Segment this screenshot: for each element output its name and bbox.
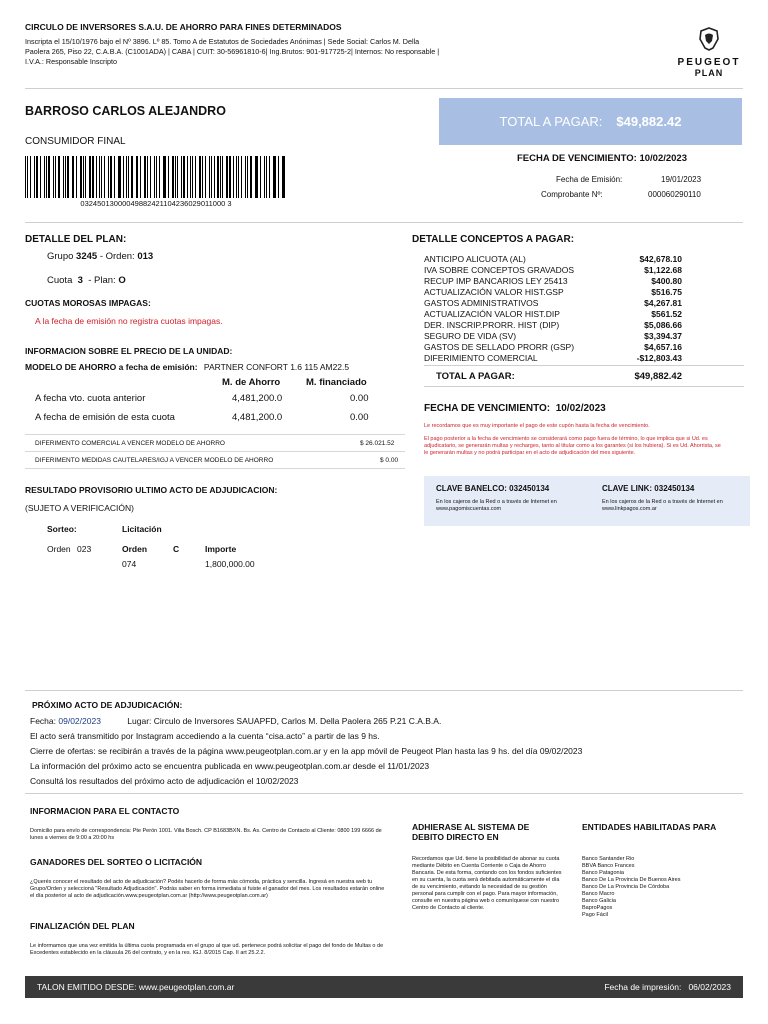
barcode-bar xyxy=(63,156,64,198)
bid-col-order: Orden xyxy=(122,544,148,554)
concept-label: ANTICIPO ALICUOTA (AL) xyxy=(424,254,526,264)
divider xyxy=(25,793,743,794)
concept-row xyxy=(424,287,682,298)
entities-title: ENTIDADES HABILITADAS PARA xyxy=(582,822,717,832)
concept-value: $5,086.66 xyxy=(644,320,682,330)
barcode-bar xyxy=(36,156,38,198)
contact-text: Domicilio para envío de correspondencia: Pte Perón 1001. Villa Bosch. CP B1683BXN. Bs. As. Centro de Contacto al Cliente: 0800 199 6666 de lunes a viernes de 9:00 a 20:00 hs xyxy=(30,828,382,841)
voucher-label: Comprobante Nº: xyxy=(541,190,603,199)
plan-title: DETALLE DEL PLAN: xyxy=(25,234,127,245)
barcode-bar xyxy=(96,156,97,198)
next-act-results: Consultá los resultados del próximo acto de adjudicación el 10/02/2023 xyxy=(30,776,299,786)
header-divider xyxy=(25,88,743,89)
barcode-bar xyxy=(274,156,275,198)
barcode-bar xyxy=(108,156,109,198)
concept-label: DIFERIMIENTO COMERCIAL xyxy=(424,353,538,363)
price-row-financiado: 0.00 xyxy=(350,393,369,404)
barcode-bar xyxy=(163,156,164,198)
concept-label: IVA SOBRE CONCEPTOS GRAVADOS xyxy=(424,265,575,275)
barcode-bar xyxy=(25,156,26,198)
next-act-info xyxy=(30,714,740,789)
barcode-bar xyxy=(175,156,176,198)
order-value: 013 xyxy=(137,251,154,262)
divider xyxy=(25,690,743,691)
barcode-bar xyxy=(282,156,283,198)
concept-value: -$12,803.43 xyxy=(636,353,682,363)
barcode-bar xyxy=(211,156,212,198)
concept-label: GASTOS ADMINISTRATIVOS xyxy=(424,298,539,308)
barcode-bar xyxy=(195,156,196,198)
barcode-bar xyxy=(187,156,188,198)
entity-item: Banco De La Provincia De Córdoba xyxy=(582,884,670,890)
next-act-offers: Cierre de ofertas: se recibirán a través de la página www.peugeotplan.com.ar y en la app móvil de Peugeot Plan hasta las 9 hs. del día 09/02/2023 xyxy=(30,746,583,756)
divider xyxy=(25,451,405,452)
print-date-label: Fecha de impresión: xyxy=(604,982,682,992)
barcode-bar xyxy=(76,156,77,198)
entity-item: Pago Fácil xyxy=(582,912,608,918)
due-date-top xyxy=(517,153,687,164)
barcode-bar xyxy=(183,156,184,198)
deferral-label: DIFERIMENTO MEDIDAS CAUTELARES/IGJ A VENCER MODELO DE AHORRO xyxy=(35,457,274,464)
overdue-text: A la fecha de emisión no registra cuotas impagas. xyxy=(35,316,223,326)
barcode-bar xyxy=(278,156,279,198)
next-act-stream: El acto será transmitido por Instagram accediendo a la cuenta “cisa.acto” a partir de las 9 hs. xyxy=(30,731,380,741)
emission-value: 19/01/2023 xyxy=(661,175,702,184)
payment-keys-box xyxy=(424,476,750,526)
barcode-bar xyxy=(209,156,210,198)
barcode-bar xyxy=(147,156,148,198)
barcode-bar xyxy=(55,156,56,198)
entity-item: Banco Macro xyxy=(582,891,615,897)
quota-plan-line xyxy=(47,275,126,286)
barcode-bar xyxy=(80,156,81,198)
entity-item: Banco Santander Rio xyxy=(582,856,635,862)
concept-label: ACTUALIZACIÓN VALOR HIST.DIP xyxy=(424,309,560,319)
barcode-bar xyxy=(199,156,201,198)
barcode-bar xyxy=(236,156,237,198)
barcode-bar xyxy=(140,156,141,198)
barcode-bar xyxy=(67,156,68,198)
emission-label: Fecha de Emisión: xyxy=(556,175,623,184)
concept-value: $3,394.37 xyxy=(644,331,682,341)
bid-order-value: 074 xyxy=(122,559,137,569)
next-act-title: PRÓXIMO ACTO DE ADJUDICACIÓN: xyxy=(32,700,183,710)
price-row-ahorro: 4,481,200.0 xyxy=(232,393,283,404)
concept-row xyxy=(424,298,682,309)
barcode-bar xyxy=(264,156,265,198)
contact-title: INFORMACION PARA EL CONTACTO xyxy=(30,806,180,816)
total-label: TOTAL A PAGAR: xyxy=(499,114,603,129)
draw-order-value: 023 xyxy=(77,544,92,554)
plan-end-text: Le informamos que una vez emitida la última cuota programada en el grupo al que ud. pertenece podrá solicitar el pago del fondo de Multas o de Excedentes establecido en la cláusula 26 del contrato, y en la res. IGJ. 8/2015 Cap. II art 25.2.2. xyxy=(30,943,384,956)
barcode-bar xyxy=(238,156,239,198)
concepts-title: DETALLE CONCEPTOS A PAGAR: xyxy=(412,234,575,245)
barcode-bar xyxy=(92,156,93,198)
next-act-date-label: Fecha: xyxy=(30,716,56,726)
barcode-bar xyxy=(269,156,270,198)
barcode-bar xyxy=(256,156,258,198)
concept-row xyxy=(424,320,682,331)
due-date-mid xyxy=(424,403,606,414)
barcode-bar xyxy=(114,156,115,198)
footer-bar xyxy=(25,976,743,998)
concepts-list xyxy=(424,254,682,364)
barcode-bar xyxy=(266,156,267,198)
barcode-bar xyxy=(226,156,228,198)
divider xyxy=(25,434,405,435)
barcode-bar xyxy=(65,156,66,198)
next-act-place: Lugar: Circulo de Inversores SAUAPFD, Carlos M. Della Paolera 265 P.21 C.A.B.A. xyxy=(127,716,442,726)
footer-issued-from: TALON EMITIDO DESDE: www.peugeotplan.com.ar xyxy=(37,982,235,992)
barcode-bar xyxy=(260,156,261,198)
logo-sub: PLAN xyxy=(694,68,724,78)
company-name: CIRCULO DE INVERSORES S.A.U. DE AHORRO PARA FINES DETERMINADOS xyxy=(25,22,342,32)
barcode-bar xyxy=(104,156,105,198)
barcode-bar xyxy=(119,156,120,198)
next-act-publication: La información del próximo acto se encuentra publicada en www.peugeotplan.com.ar desde el 11/01/2023 xyxy=(30,761,430,771)
concept-row xyxy=(424,309,682,320)
barcode-bar xyxy=(73,156,74,198)
barcode-bar xyxy=(214,156,215,198)
winners-title: GANADORES DEL SORTEO O LICITACIÓN xyxy=(30,857,203,867)
concept-value: $4,657.16 xyxy=(644,342,682,352)
barcode-bar xyxy=(53,156,54,198)
bid-label: Licitación xyxy=(122,524,162,534)
reminder-text: Le recordamos que es muy importante el pago de este cupón hasta la fecha de vencimiento. xyxy=(424,423,650,429)
link-key xyxy=(602,484,752,513)
concept-value: $1,122.68 xyxy=(644,265,682,275)
concept-label: DER. INSCRIP.PRORR. HIST (DIP) xyxy=(424,320,560,330)
concept-label: GASTOS DE SELLADO PRORR (GSP) xyxy=(424,342,575,352)
concepts-total xyxy=(424,365,744,387)
late-payment-notice: El pago posterior a la fecha de vencimiento se considerará como pago fuera de término, lo que implica que si Ud. es adjudicatario, se generarán multas y recharges, tanto al titular como a los garantes (si los hubiera). Si es Ud. Ahorrista, se le generarán multas y no podrá participar en el acto de adjudicación del mes siguiente. xyxy=(424,436,721,456)
deferral-value: $ 0.00 xyxy=(380,457,399,464)
entities-list xyxy=(582,856,742,919)
deferral-label: DIFERIMENTO COMERCIAL A VENCER MODELO DE AHORRO xyxy=(35,440,225,447)
barcode-bar xyxy=(202,156,203,198)
section-divider xyxy=(25,222,743,223)
barcode-bar xyxy=(44,156,45,198)
barcode-bar xyxy=(137,156,138,198)
due-label: FECHA DE VENCIMIENTO: xyxy=(424,403,551,414)
bid-amount-value: 1,800,000.00 xyxy=(205,559,255,569)
group-value: 3245 xyxy=(76,251,98,262)
concept-row xyxy=(424,353,682,364)
barcode-bar xyxy=(181,156,182,198)
barcode-bar xyxy=(89,156,91,198)
entity-item: BaproPagos xyxy=(582,905,613,911)
barcode-bar xyxy=(247,156,248,198)
order-label: - Orden: xyxy=(99,251,135,262)
barcode-bar xyxy=(128,156,129,198)
price-row-label: A fecha vto. cuota anterior xyxy=(35,393,146,404)
col-financiado: M. financiado xyxy=(306,377,367,388)
customer-name: BARROSO CARLOS ALEJANDRO xyxy=(25,104,226,118)
barcode-bar xyxy=(27,156,28,198)
entity-item: Banco De La Provincia De Buenos Aires xyxy=(582,877,681,883)
due-value: 10/02/2023 xyxy=(639,153,687,164)
barcode-bar xyxy=(255,156,256,198)
barcode-bar xyxy=(222,156,223,198)
entity-item: Banco Galicia xyxy=(582,898,616,904)
concept-row xyxy=(424,265,682,276)
banelco-text: En los cajeros de la Red o a través de Internet en www.pagomiscuentas.com xyxy=(436,499,557,512)
total-box xyxy=(439,98,742,145)
due-label: FECHA DE VENCIMIENTO: xyxy=(517,153,637,164)
barcode-bar xyxy=(46,156,47,198)
barcode-bar xyxy=(217,156,218,198)
barcode-bar xyxy=(85,156,86,198)
price-row-financiado: 0.00 xyxy=(350,412,369,423)
print-date-value: 06/02/2023 xyxy=(688,982,731,992)
barcode-bar xyxy=(118,156,119,198)
barcode-bar xyxy=(172,156,174,198)
plan-end-title: FINALIZACIÓN DEL PLAN xyxy=(30,921,135,931)
concept-value: $4,267.81 xyxy=(644,298,682,308)
barcode-bar xyxy=(30,156,31,198)
barcode-bar xyxy=(58,156,60,198)
model-value: PARTNER CONFORT 1.6 115 AM22.5 xyxy=(203,362,350,372)
next-act-date-line xyxy=(30,714,740,729)
barcode-bar xyxy=(192,156,193,198)
link-text: En los cajeros de la Red o a través de Internet en www.linkpagos.com.ar xyxy=(602,499,723,512)
barcode-bar xyxy=(34,156,35,198)
next-act-date-value: 09/02/2023 xyxy=(58,716,101,726)
due-value: 10/02/2023 xyxy=(555,403,606,414)
footer-print-date xyxy=(604,982,731,992)
price-row-label: A fecha de emisión de esta cuota xyxy=(35,412,175,423)
barcode-bar xyxy=(101,156,102,198)
barcode-bar xyxy=(273,156,274,198)
barcode-bar xyxy=(156,156,157,198)
barcode xyxy=(25,156,287,198)
logo-brand: PEUGEOT xyxy=(677,57,741,68)
concept-label: ACTUALIZACIÓN VALOR HIST.GSP xyxy=(424,287,564,297)
barcode-bar xyxy=(131,156,132,198)
customer-type: CONSUMIDOR FINAL xyxy=(25,136,126,147)
concepts-total-value: $49,882.42 xyxy=(634,370,682,382)
group-label: Grupo xyxy=(47,251,74,262)
barcode-bar xyxy=(220,156,221,198)
barcode-bar xyxy=(154,156,155,198)
barcode-bar xyxy=(126,156,127,198)
link-label: CLAVE LINK: 032450134 xyxy=(602,484,695,493)
quota-label: Cuota xyxy=(47,275,73,286)
concept-label: SEGURO DE VIDA (SV) xyxy=(424,331,517,341)
barcode-bar xyxy=(123,156,124,198)
result-subtitle: (SUJETO A VERIFICACIÓN) xyxy=(25,503,134,513)
concept-value: $42,678.10 xyxy=(639,254,682,264)
barcode-bar xyxy=(136,156,137,198)
concept-row xyxy=(424,276,682,287)
lion-icon xyxy=(695,26,723,52)
barcode-bar xyxy=(110,156,112,198)
barcode-number: 03245013000049882421104236029011000 3 xyxy=(80,199,232,208)
debit-title: ADHIERASE AL SISTEMA DE DEBITO DIRECTO EN xyxy=(412,822,530,842)
barcode-bar xyxy=(283,156,284,198)
barcode-bar xyxy=(83,156,84,198)
model-line xyxy=(25,362,349,372)
barcode-bar xyxy=(229,156,230,198)
draw-order-label: Orden xyxy=(47,544,71,554)
concept-value: $516.75 xyxy=(651,287,682,297)
draw-order xyxy=(47,544,91,554)
divider xyxy=(25,468,405,469)
barcode-bar xyxy=(150,156,151,198)
overdue-title: CUOTAS MOROSAS IMPAGAS: xyxy=(25,298,151,308)
bid-col-amount: Importe xyxy=(205,544,237,554)
model-label: MODELO DE AHORRO a fecha de emisión: xyxy=(25,362,198,372)
barcode-bar xyxy=(144,156,146,198)
result-title: RESULTADO PROVISORIO ULTIMO ACTO DE ADJUDICACION: xyxy=(25,485,278,495)
col-ahorro: M. de Ahorro xyxy=(222,377,281,388)
debit-text: Recordamos que Ud. tiene la posibilidad de abonar su cuota mediante Débito en Cuenta Corriente o Caja de Ahorro Bancaria. De esta forma, contando con los fondos suficientes en su cuenta, la cuota será debitada automáticamente el día de su vencimiento, evitando la necesidad de su gestión personal para cumplir con el pago. Para mayor información, consulte en nuestra página web o comuníquese con nuestro Centro de Contacto al cliente. xyxy=(412,856,562,911)
price-info-title: INFORMACION SOBRE EL PRECIO DE LA UNIDAD: xyxy=(25,346,233,356)
concept-value: $400.80 xyxy=(651,276,682,286)
barcode-bar xyxy=(99,156,100,198)
barcode-bar xyxy=(245,156,246,198)
company-legal-info: Inscripta el 15/10/1976 bajo el Nº 3896. Lº 85. Tomo A de Estatutos de Sociedades Anónimas | Sede Social: Carlos M. Della Paolera 265, Piso 22, C.A.B.A. (C1001ADA) | CABA | CUIT: 30-56961810-6| Ing.Brutos: 901-917725-2| Internos: No responsable | I.V.A.: Responsable Inscripto xyxy=(25,37,440,66)
voucher-value: 000060290110 xyxy=(648,190,701,199)
winners-text: ¿Querés conocer el resultado del acto de adjudicación? Podés hacerlo de forma más cómoda, práctica y sencilla. Ingresá en nuestra web tu Grupo/Orden y seleccioná "Resultado Adjudicación". Podrás saber en forma inmediata si fuiste el ganador del mes. Los resultados estarán online el día posterior al acto de adjudicación.www.peugeotplan.com.ar (http://www.peugeotplan.com.ar) xyxy=(30,879,385,899)
banelco-key xyxy=(436,484,586,513)
concepts-total-label: TOTAL A PAGAR: xyxy=(436,370,515,382)
group-order-line xyxy=(47,251,153,262)
plan-label: - Plan: xyxy=(88,275,116,286)
price-row-ahorro: 4,481,200.0 xyxy=(232,412,283,423)
deferral-value: $ 26.021.52 xyxy=(360,440,395,447)
peugeot-plan-logo xyxy=(668,26,750,78)
concept-value: $561.52 xyxy=(651,309,682,319)
barcode-bar xyxy=(40,156,41,198)
bid-col-c: C xyxy=(173,544,180,554)
barcode-bar xyxy=(205,156,206,198)
barcode-bar xyxy=(250,156,251,198)
plan-value: O xyxy=(118,275,126,286)
barcode-bar xyxy=(190,156,191,198)
barcode-bar xyxy=(168,156,169,198)
barcode-bar xyxy=(241,156,242,198)
quota-value: 3 xyxy=(77,275,83,286)
barcode-bar xyxy=(159,156,160,198)
banelco-label: CLAVE BANELCO: 032450134 xyxy=(436,484,550,493)
concept-row xyxy=(424,331,682,342)
concept-label: RECUP IMP BANCARIOS LEY 25413 xyxy=(424,276,568,286)
entity-item: Banco Patagonia xyxy=(582,870,624,876)
barcode-bar xyxy=(48,156,49,198)
barcode-bar xyxy=(164,156,165,198)
barcode-bar xyxy=(177,156,178,198)
concept-row xyxy=(424,342,682,353)
total-value: $49,882.42 xyxy=(616,114,682,129)
entity-item: BBVA Banco Frances xyxy=(582,863,635,869)
draw-label: Sorteo: xyxy=(47,524,77,534)
barcode-bar xyxy=(233,156,234,198)
concept-row xyxy=(424,254,682,265)
barcode-bar xyxy=(72,156,73,198)
